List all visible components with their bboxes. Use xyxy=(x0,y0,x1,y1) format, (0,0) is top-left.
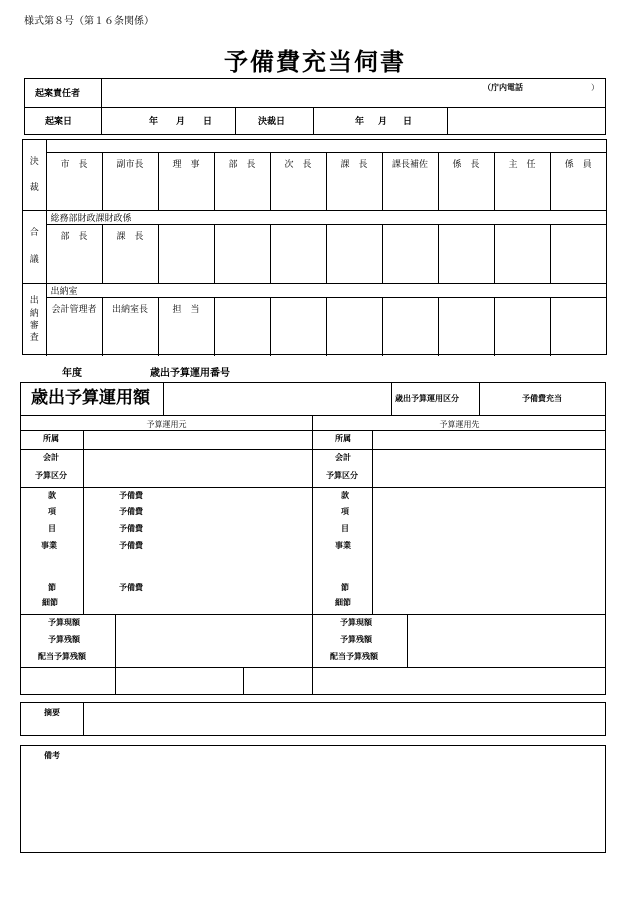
summary-label: 摘要 xyxy=(44,708,60,717)
decision-director[interactable] xyxy=(158,152,214,210)
title-deputy-mayor: 副市長 xyxy=(116,159,144,170)
dest-current-label: 予算現額 xyxy=(340,618,372,627)
decision-label-2: 裁 xyxy=(29,182,39,193)
approval-table xyxy=(23,140,606,356)
decision-mayor[interactable] xyxy=(46,152,102,210)
decision-label-1: 決 xyxy=(29,156,39,167)
budget-amount-field[interactable] xyxy=(165,385,389,413)
source-kan-value: 予備費 xyxy=(119,491,143,500)
source-affiliation-label: 所属 xyxy=(43,434,59,443)
decision-dept-head[interactable] xyxy=(214,152,270,210)
dest-jigyou-label: 事業 xyxy=(335,541,351,550)
source-moku-value: 予備費 xyxy=(119,524,143,533)
title-assistant-chief: 課長補佐 xyxy=(391,159,428,170)
draft-date-month: 月 xyxy=(176,117,186,127)
source-account-label: 会計 xyxy=(43,453,59,462)
source-kou-value: 予備費 xyxy=(119,507,143,516)
dest-header: 予算運用先 xyxy=(439,420,480,429)
remarks-label: 備考 xyxy=(44,751,60,760)
treasury-cell-8[interactable] xyxy=(438,297,494,356)
source-amounts-field[interactable] xyxy=(117,616,310,665)
decision-date-year: 年 xyxy=(355,117,365,127)
dest-affiliation-field[interactable] xyxy=(374,432,604,448)
source-current-label: 予算現額 xyxy=(48,618,80,627)
dest-kan-label: 款 xyxy=(341,491,349,500)
budget-category-label: 歳出予算運用区分 xyxy=(395,394,459,403)
decision-date-label: 決裁日 xyxy=(258,117,286,127)
drafter-label: 起案責任者 xyxy=(35,89,81,99)
title-deputy-head: 次 長 xyxy=(284,159,312,170)
source-kan-label: 款 xyxy=(48,491,56,500)
remarks-field[interactable] xyxy=(25,766,601,850)
title-mayor: 市 長 xyxy=(60,159,88,170)
treasury-label-1: 出 xyxy=(29,296,39,307)
consult-label-2: 議 xyxy=(29,254,39,265)
consult-cell-7[interactable] xyxy=(382,224,438,283)
dest-account-field[interactable] xyxy=(374,451,604,485)
dest-moku-label: 目 xyxy=(341,524,349,533)
consult-cell-10[interactable] xyxy=(550,224,606,283)
budget-category-value: 予備費充当 xyxy=(522,394,562,403)
approval-frame xyxy=(22,139,607,355)
consult-cell-3[interactable] xyxy=(158,224,214,283)
dest-affiliation-label: 所属 xyxy=(335,434,351,443)
source-saisetsu-label: 細節 xyxy=(42,598,58,607)
consult-cell-5[interactable] xyxy=(270,224,326,283)
treasury-cell-6[interactable] xyxy=(326,297,382,356)
phone-close: ） xyxy=(591,83,599,92)
treasury-office-head[interactable] xyxy=(102,297,158,356)
source-allocated-label: 配当予算残額 xyxy=(38,652,86,661)
consult-cell-9[interactable] xyxy=(494,224,550,283)
source-affiliation-field[interactable] xyxy=(85,432,310,448)
decision-assistant-chief[interactable] xyxy=(382,152,438,210)
remarks-box xyxy=(20,745,606,853)
dest-items-field[interactable] xyxy=(374,489,604,612)
consult-dept-head[interactable] xyxy=(46,224,102,283)
source-jigyou-value: 予備費 xyxy=(119,541,143,550)
consult-title-section-chief: 課 長 xyxy=(116,231,144,242)
dest-class-label: 予算区分 xyxy=(326,471,358,480)
title-director: 理 事 xyxy=(172,159,200,170)
fiscal-year-label: 年度 xyxy=(62,368,82,379)
treasury-dept: 出納室 xyxy=(46,283,606,297)
decision-unit-chief[interactable] xyxy=(438,152,494,210)
decision-date-month: 月 xyxy=(378,117,388,127)
title-senior: 主 任 xyxy=(508,159,536,170)
draft-date-label: 起案日 xyxy=(45,117,73,127)
treasury-charge[interactable] xyxy=(158,297,214,356)
consult-title-dept-head: 部 長 xyxy=(60,231,88,242)
treasury-label-2: 納 xyxy=(29,308,39,319)
consult-cell-4[interactable] xyxy=(214,224,270,283)
title-staff: 係 員 xyxy=(564,159,592,170)
dest-allocated-label: 配当予算残額 xyxy=(330,652,378,661)
treasury-cell-10[interactable] xyxy=(550,297,606,356)
dest-amounts-field[interactable] xyxy=(409,616,604,665)
consult-cell-8[interactable] xyxy=(438,224,494,283)
title-section-chief: 課 長 xyxy=(340,159,368,170)
dest-setsu-label: 節 xyxy=(341,583,349,592)
treasury-title-accountant: 会計管理者 xyxy=(51,304,97,315)
treasury-title-office-head: 出納室長 xyxy=(111,304,148,315)
form-number: 様式第８号（第１６条関係） xyxy=(24,16,154,27)
consult-label-1: 合 xyxy=(29,228,39,239)
treasury-title-charge: 担 当 xyxy=(172,304,200,315)
summary-field[interactable] xyxy=(85,705,603,733)
budget-heading: 歳出予算運用額 xyxy=(31,388,150,408)
drafter-field[interactable] xyxy=(103,81,443,105)
treasury-cell-9[interactable] xyxy=(494,297,550,356)
treasury-accountant[interactable] xyxy=(46,297,102,356)
source-moku-label: 目 xyxy=(48,524,56,533)
treasury-label-4: 査 xyxy=(29,332,39,343)
page-title: 予備費充当伺書 xyxy=(224,48,406,76)
source-jigyou-label: 事業 xyxy=(41,541,57,550)
source-class-label: 予算区分 xyxy=(35,471,67,480)
header-box xyxy=(24,78,606,135)
source-kou-label: 項 xyxy=(48,507,56,516)
source-account-field[interactable] xyxy=(85,451,310,485)
treasury-cell-7[interactable] xyxy=(382,297,438,356)
source-remaining-label: 予算残額 xyxy=(48,635,80,644)
treasury-cell-5[interactable] xyxy=(270,297,326,356)
dest-saisetsu-label: 細節 xyxy=(335,598,351,607)
title-unit-chief: 係 長 xyxy=(452,159,480,170)
consult-section-chief[interactable] xyxy=(102,224,158,283)
dest-kou-label: 項 xyxy=(341,507,349,516)
source-header: 予算運用元 xyxy=(146,420,187,429)
dest-account-label: 会計 xyxy=(335,453,351,462)
budget-number-label: 歳出予算運用番号 xyxy=(150,368,230,379)
draft-date-day: 日 xyxy=(203,117,213,127)
treasury-cell-4[interactable] xyxy=(214,297,270,356)
decision-section-chief[interactable] xyxy=(326,152,382,210)
treasury-label-3: 審 xyxy=(29,320,39,331)
budget-box xyxy=(20,382,606,695)
decision-deputy-head[interactable] xyxy=(270,152,326,210)
decision-senior[interactable] xyxy=(494,152,550,210)
title-dept-head: 部 長 xyxy=(228,159,256,170)
draft-date-year: 年 xyxy=(149,117,159,127)
source-setsu-label: 節 xyxy=(48,583,56,592)
dest-remaining-label: 予算残額 xyxy=(340,635,372,644)
decision-date-day: 日 xyxy=(403,117,413,127)
decision-deputy-mayor[interactable] xyxy=(102,152,158,210)
phone-label: （庁内電話 xyxy=(483,83,523,92)
source-setsu-value: 予備費 xyxy=(119,583,143,592)
consult-cell-6[interactable] xyxy=(326,224,382,283)
decision-staff[interactable] xyxy=(550,152,606,210)
summary-box xyxy=(20,702,606,736)
consult-dept: 総務部財政課財政係 xyxy=(46,210,606,224)
